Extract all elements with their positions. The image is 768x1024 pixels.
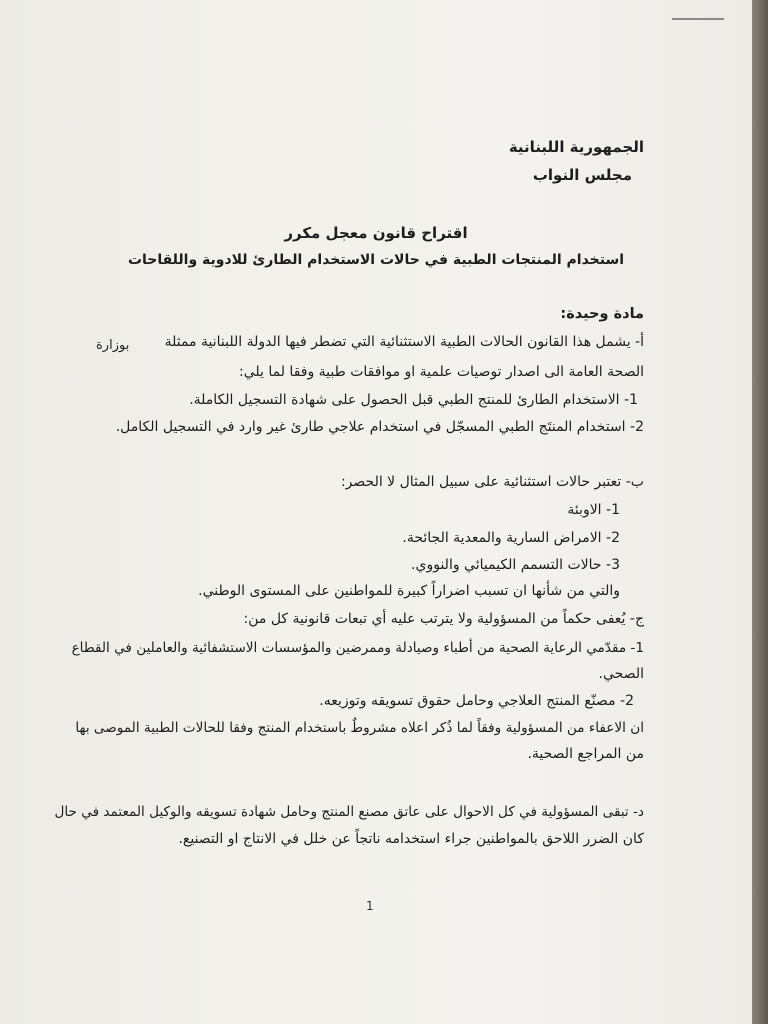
para-a-item2: 2- استخدام المنتَج الطبي المسجّل في استخدام علاجي طارئ غير وارد في التسجيل الكامل.	[115, 419, 644, 435]
page-number: 1	[366, 899, 374, 913]
para-c-intro: ج- يُعفى حكماً من المسؤولية ولا يترتب عليه أي تبعات قانونية كل من:	[243, 611, 644, 627]
law-subtitle: استخدام المنتجات الطبية في حالات الاستخدام الطارئ للادوية واللقاحات	[127, 252, 625, 268]
para-c-item1-line1: 1- مقدّمي الرعاية الصحية من أطباء وصيادلة وممرضين والمؤسسات الاستشفائية والعاملين في القطاع	[71, 640, 644, 656]
para-a-item1: 1- الاستخدام الطارئ للمنتج الطبي قبل الحصول على شهادة التسجيل الكاملة.	[189, 392, 638, 408]
para-a-line2: الصحة العامة الى اصدار توصيات علمية او موافقات طبية وفقا لما يلي:	[238, 364, 644, 380]
republic-header: الجمهورية اللبنانية	[508, 138, 644, 156]
para-d-line1: د- تبقى المسؤولية في كل الاحوال على عاتق مصنع المنتج وحامل شهادة تسويقه والوكيل المعتمد في حال	[54, 804, 644, 820]
para-b-closing: والتي من شأنها ان تسبب اضراراً كبيرة للمواطنين على المستوى الوطني.	[198, 583, 620, 599]
background-edge	[752, 0, 768, 1024]
para-b-item3: 3- حالات التسمم الكيميائي والنووي.	[411, 557, 620, 573]
para-c-item2: 2- مصنّع المنتج العلاجي وحامل حقوق تسويقه وتوزيعه.	[319, 693, 634, 709]
parliament-header: مجلس النواب	[532, 166, 632, 184]
para-c-note-line1: ان الاعفاء من المسؤولية وفقاً لما ذُكر اعلاه مشروطٌ باستخدام المنتج وفقا للحالات الطبية الموصى بها	[75, 720, 644, 736]
law-title: اقتراح قانون معجل مكرر	[284, 224, 468, 242]
para-c-note-line2: من المراجع الصحية.	[527, 746, 644, 762]
para-b-intro: ب- تعتبر حالات استثنائية على سبيل المثال لا الحصر:	[340, 474, 644, 490]
para-b-item1: 1- الاوبئة	[567, 502, 620, 518]
para-a-line1: أ- يشمل هذا القانون الحالات الطبية الاستثنائية التي تضطر فيها الدولة اللبنانية ممثلة	[164, 334, 644, 350]
para-d-line2: كان الضرر اللاحق بالمواطنين جراء استخدامه ناتجاً عن خلل في الانتاج او التصنيع.	[178, 831, 644, 847]
para-c-item1-line2: الصحي.	[598, 666, 644, 682]
article-heading: مادة وحيدة:	[560, 306, 644, 322]
para-b-item2: 2- الامراض السارية والمعدية الجائحة.	[402, 530, 620, 546]
para-a-line1-end: بوزارة	[96, 338, 130, 353]
pen-mark	[672, 18, 724, 20]
